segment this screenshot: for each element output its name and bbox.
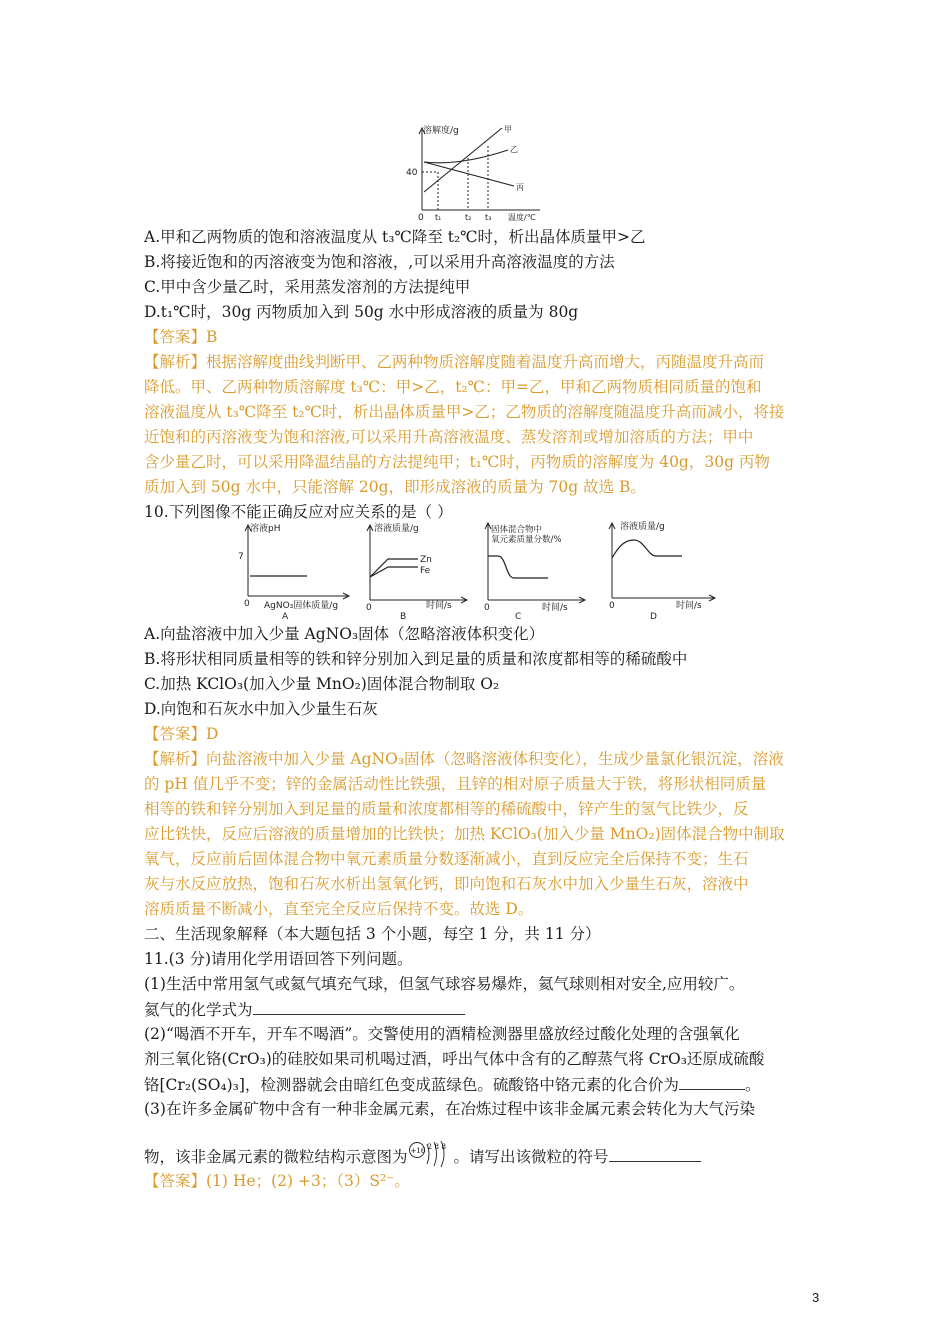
nucleus-charge: +16 bbox=[410, 1147, 425, 1155]
shell-3-count: 8 bbox=[441, 1143, 446, 1151]
graph-b-letter: B bbox=[400, 612, 407, 622]
label-bing: 丙 bbox=[516, 183, 524, 192]
series-fe-line bbox=[370, 567, 418, 577]
q10-analysis-line: 的 pH 值几乎不变；锌的金属活动性比铁强，且锌的相对原子质量大于铁，将形状相同质量 bbox=[144, 775, 767, 793]
graph-b-ylabel: 溶液质量/g bbox=[374, 524, 419, 534]
q10-analysis-line: 相等的铁和锌分别加入到足量的质量和浓度都相等的稀硫酸中，锌产生的氢气比铁少，反 bbox=[144, 800, 749, 818]
q10-option-b: B.将形状相同质量相等的铁和锌分别加入到足量的质量和浓度都相等的稀硫酸中 bbox=[144, 650, 688, 668]
q10-analysis-line: 应比铁快，反应后溶液的质量增加的比铁快；加热 KClO₃(加入少量 MnO₂)固体混合物中制取 bbox=[144, 825, 785, 843]
q11-part3-line1: (3)在许多金属矿物中含有一种非金属元素，在冶炼过程中该非金属元素会转化为大气污染 bbox=[144, 1100, 755, 1118]
graph-a-tick-7: 7 bbox=[238, 552, 244, 562]
q10-option-c: C.加热 KClO₃(加入少量 MnO₂)固体混合物制取 O₂ bbox=[144, 675, 500, 693]
q11-answer: 【答案】(1) He；(2) +3；（3）S²⁻。 bbox=[144, 1172, 410, 1190]
curve-jia bbox=[424, 128, 502, 192]
q11-part2-prompt: 铬[Cr₂(SO₄)₃]，检测器就会由暗红色变成蓝绿色。硫酸铬中铬元素的化合价为 bbox=[144, 1076, 679, 1094]
graph-d-xlabel: 时间/s bbox=[676, 601, 702, 611]
graph-c-line bbox=[488, 556, 548, 578]
solubility-ylabel: 溶解度/g bbox=[423, 126, 459, 136]
label-yi: 乙 bbox=[510, 145, 518, 154]
graph-d bbox=[602, 518, 720, 622]
graph-d-origin: 0 bbox=[609, 601, 615, 611]
graph-c-origin: 0 bbox=[484, 603, 490, 613]
q11-part3-line2 bbox=[144, 1140, 701, 1170]
q9-analysis-line: 含少量乙时，可以采用降温结晶的方法提纯甲；t₁℃时，丙物质的溶解度为 40g，30g 丙物 bbox=[144, 453, 770, 471]
q11-stem: 11.(3 分)请用化学用语回答下列问题。 bbox=[144, 950, 413, 968]
origin-label: 0 bbox=[418, 213, 424, 222]
q9-analysis-line: 近饱和的丙溶液变为饱和溶液,可以采用升高溶液温度、蒸发溶剂或增加溶质的方法；甲中 bbox=[144, 428, 754, 446]
q11-part1-line1: (1)生活中常用氢气或氦气填充气球，但氢气球容易爆炸，氦气球则相对安全,应用较广。 bbox=[144, 975, 745, 993]
q11-part1-line2 bbox=[144, 998, 465, 1021]
graph-a-ylabel: 溶液pH bbox=[250, 524, 281, 534]
q11-part3-prompt: 物，该非金属元素的微粒结构示意图为 bbox=[144, 1148, 408, 1166]
q9-answer: 【答案】B bbox=[144, 328, 218, 346]
series-zn-label: Zn bbox=[420, 555, 432, 565]
graph-c-ylabel-2: 氧元素质量分数/% bbox=[491, 535, 562, 545]
answer-blank-3[interactable] bbox=[609, 1145, 701, 1162]
shell-2-count: 8 bbox=[434, 1143, 439, 1151]
tick-t2: t₂ bbox=[465, 213, 472, 222]
graph-c bbox=[478, 518, 590, 622]
graph-b-origin: 0 bbox=[366, 603, 372, 613]
q11-part1-prompt: 氦气的化学式为 bbox=[144, 1001, 253, 1019]
solubility-curve-figure bbox=[400, 122, 560, 222]
q9-option-b: B.将接近饱和的丙溶液变为饱和溶液，,可以采用升高溶液温度的方法 bbox=[144, 253, 615, 271]
answer-blank-1[interactable] bbox=[253, 998, 465, 1015]
graph-a-letter: A bbox=[282, 612, 289, 622]
q10-analysis-line: 灰与水反应放热，饱和石灰水析出氢氧化钙，即向饱和石灰水中加入少量生石灰，溶液中 bbox=[144, 875, 749, 893]
section-2-title: 二、生活现象解释（本大题包括 3 个小题，每空 1 分，共 11 分） bbox=[144, 925, 601, 943]
graph-d-ylabel: 溶液质量/g bbox=[620, 522, 665, 532]
graph-c-ylabel-1: 固体混合物中 bbox=[491, 525, 543, 535]
graph-c-xlabel: 时间/s bbox=[542, 603, 568, 613]
tick-40: 40 bbox=[406, 168, 418, 178]
q10-option-a: A.向盐溶液中加入少量 AgNO₃固体（忽略溶液体积变化） bbox=[144, 625, 545, 643]
q9-option-c: C.甲中含少量乙时，采用蒸发溶剂的方法提纯甲 bbox=[144, 278, 471, 296]
q11-part2-line3 bbox=[144, 1073, 760, 1096]
graph-d-line bbox=[612, 540, 682, 558]
q9-analysis-line: 溶液温度从 t₃℃降至 t₂℃时，析出晶体质量甲>乙；乙物质的溶解度随温度升高而减小，将接 bbox=[144, 403, 785, 421]
q9-option-d: D.t₁℃时，30g 丙物质加入到 50g 水中形成溶液的质量为 80g bbox=[144, 303, 579, 321]
q10-option-d: D.向饱和石灰水中加入少量生石灰 bbox=[144, 700, 378, 718]
q9-analysis-line: 【解析】根据溶解度曲线判断甲、乙两种物质溶解度随着温度升高而增大，丙随温度升高而 bbox=[144, 353, 765, 371]
q9-analysis-line: 质加入到 50g 水中，只能溶解 20g，即形成溶液的质量为 70g 故选 B。 bbox=[144, 478, 646, 496]
atom-structure-diagram bbox=[408, 1140, 454, 1170]
graph-a bbox=[232, 520, 352, 622]
q11-part2-line1: (2)“喝酒不开车，开车不喝酒”。交警使用的酒精检测器里盛放经过酸化处理的含强氧化 bbox=[144, 1025, 740, 1043]
graph-d-letter: D bbox=[650, 612, 657, 622]
q10-stem: 10.下列图像不能正确反应对应关系的是（ ） bbox=[144, 503, 453, 521]
graph-c-letter: C bbox=[515, 612, 522, 622]
graph-b bbox=[360, 520, 470, 622]
graph-a-xlabel: AgNO₃固体质量/g bbox=[264, 601, 339, 611]
series-zn-line bbox=[370, 559, 418, 577]
series-fe-label: Fe bbox=[420, 566, 431, 576]
q10-answer: 【答案】D bbox=[144, 725, 219, 743]
shell-1-count: 2 bbox=[427, 1143, 432, 1151]
q10-analysis-line: 氧气，反应前后固体混合物中氧元素质量分数逐渐减小，直到反应完全后保持不变；生石 bbox=[144, 850, 749, 868]
curve-yi bbox=[424, 150, 508, 163]
answer-blank-2[interactable] bbox=[679, 1073, 745, 1090]
label-jia: 甲 bbox=[504, 125, 512, 134]
q11-part2-line2: 剂三氧化铬(CrO₃)的硅胶如果司机喝过酒，呼出气体中含有的乙醇蒸气将 CrO₃还原成硫酸 bbox=[144, 1050, 765, 1068]
q10-analysis-line: 【解析】向盐溶液中加入少量 AgNO₃固体（忽略溶液体积变化），生成少量氯化银沉淀，溶液 bbox=[144, 750, 784, 768]
q11-part3-prompt-2: 。请写出该微粒的符号 bbox=[453, 1148, 609, 1166]
q9-analysis-line: 降低。甲、乙两种物质溶解度 t₃℃：甲>乙，t₂℃：甲=乙，甲和乙两物质相同质量的饱和 bbox=[144, 378, 762, 396]
tick-t3: t₃ bbox=[485, 213, 492, 222]
tick-t1: t₁ bbox=[435, 213, 442, 222]
solubility-xlabel: 温度/℃ bbox=[508, 213, 536, 222]
page-number: 3 bbox=[812, 1290, 820, 1305]
graph-a-origin: 0 bbox=[244, 599, 250, 609]
q10-analysis-line: 溶质质量不断减小，直至完全反应后保持不变。故选 D。 bbox=[144, 900, 534, 918]
q11-part2-end: 。 bbox=[744, 1076, 761, 1094]
graph-b-xlabel: 时间/s bbox=[426, 601, 452, 611]
q9-option-a: A.甲和乙两物质的饱和溶液温度从 t₃℃降至 t₂℃时，析出晶体质量甲>乙 bbox=[144, 228, 646, 246]
